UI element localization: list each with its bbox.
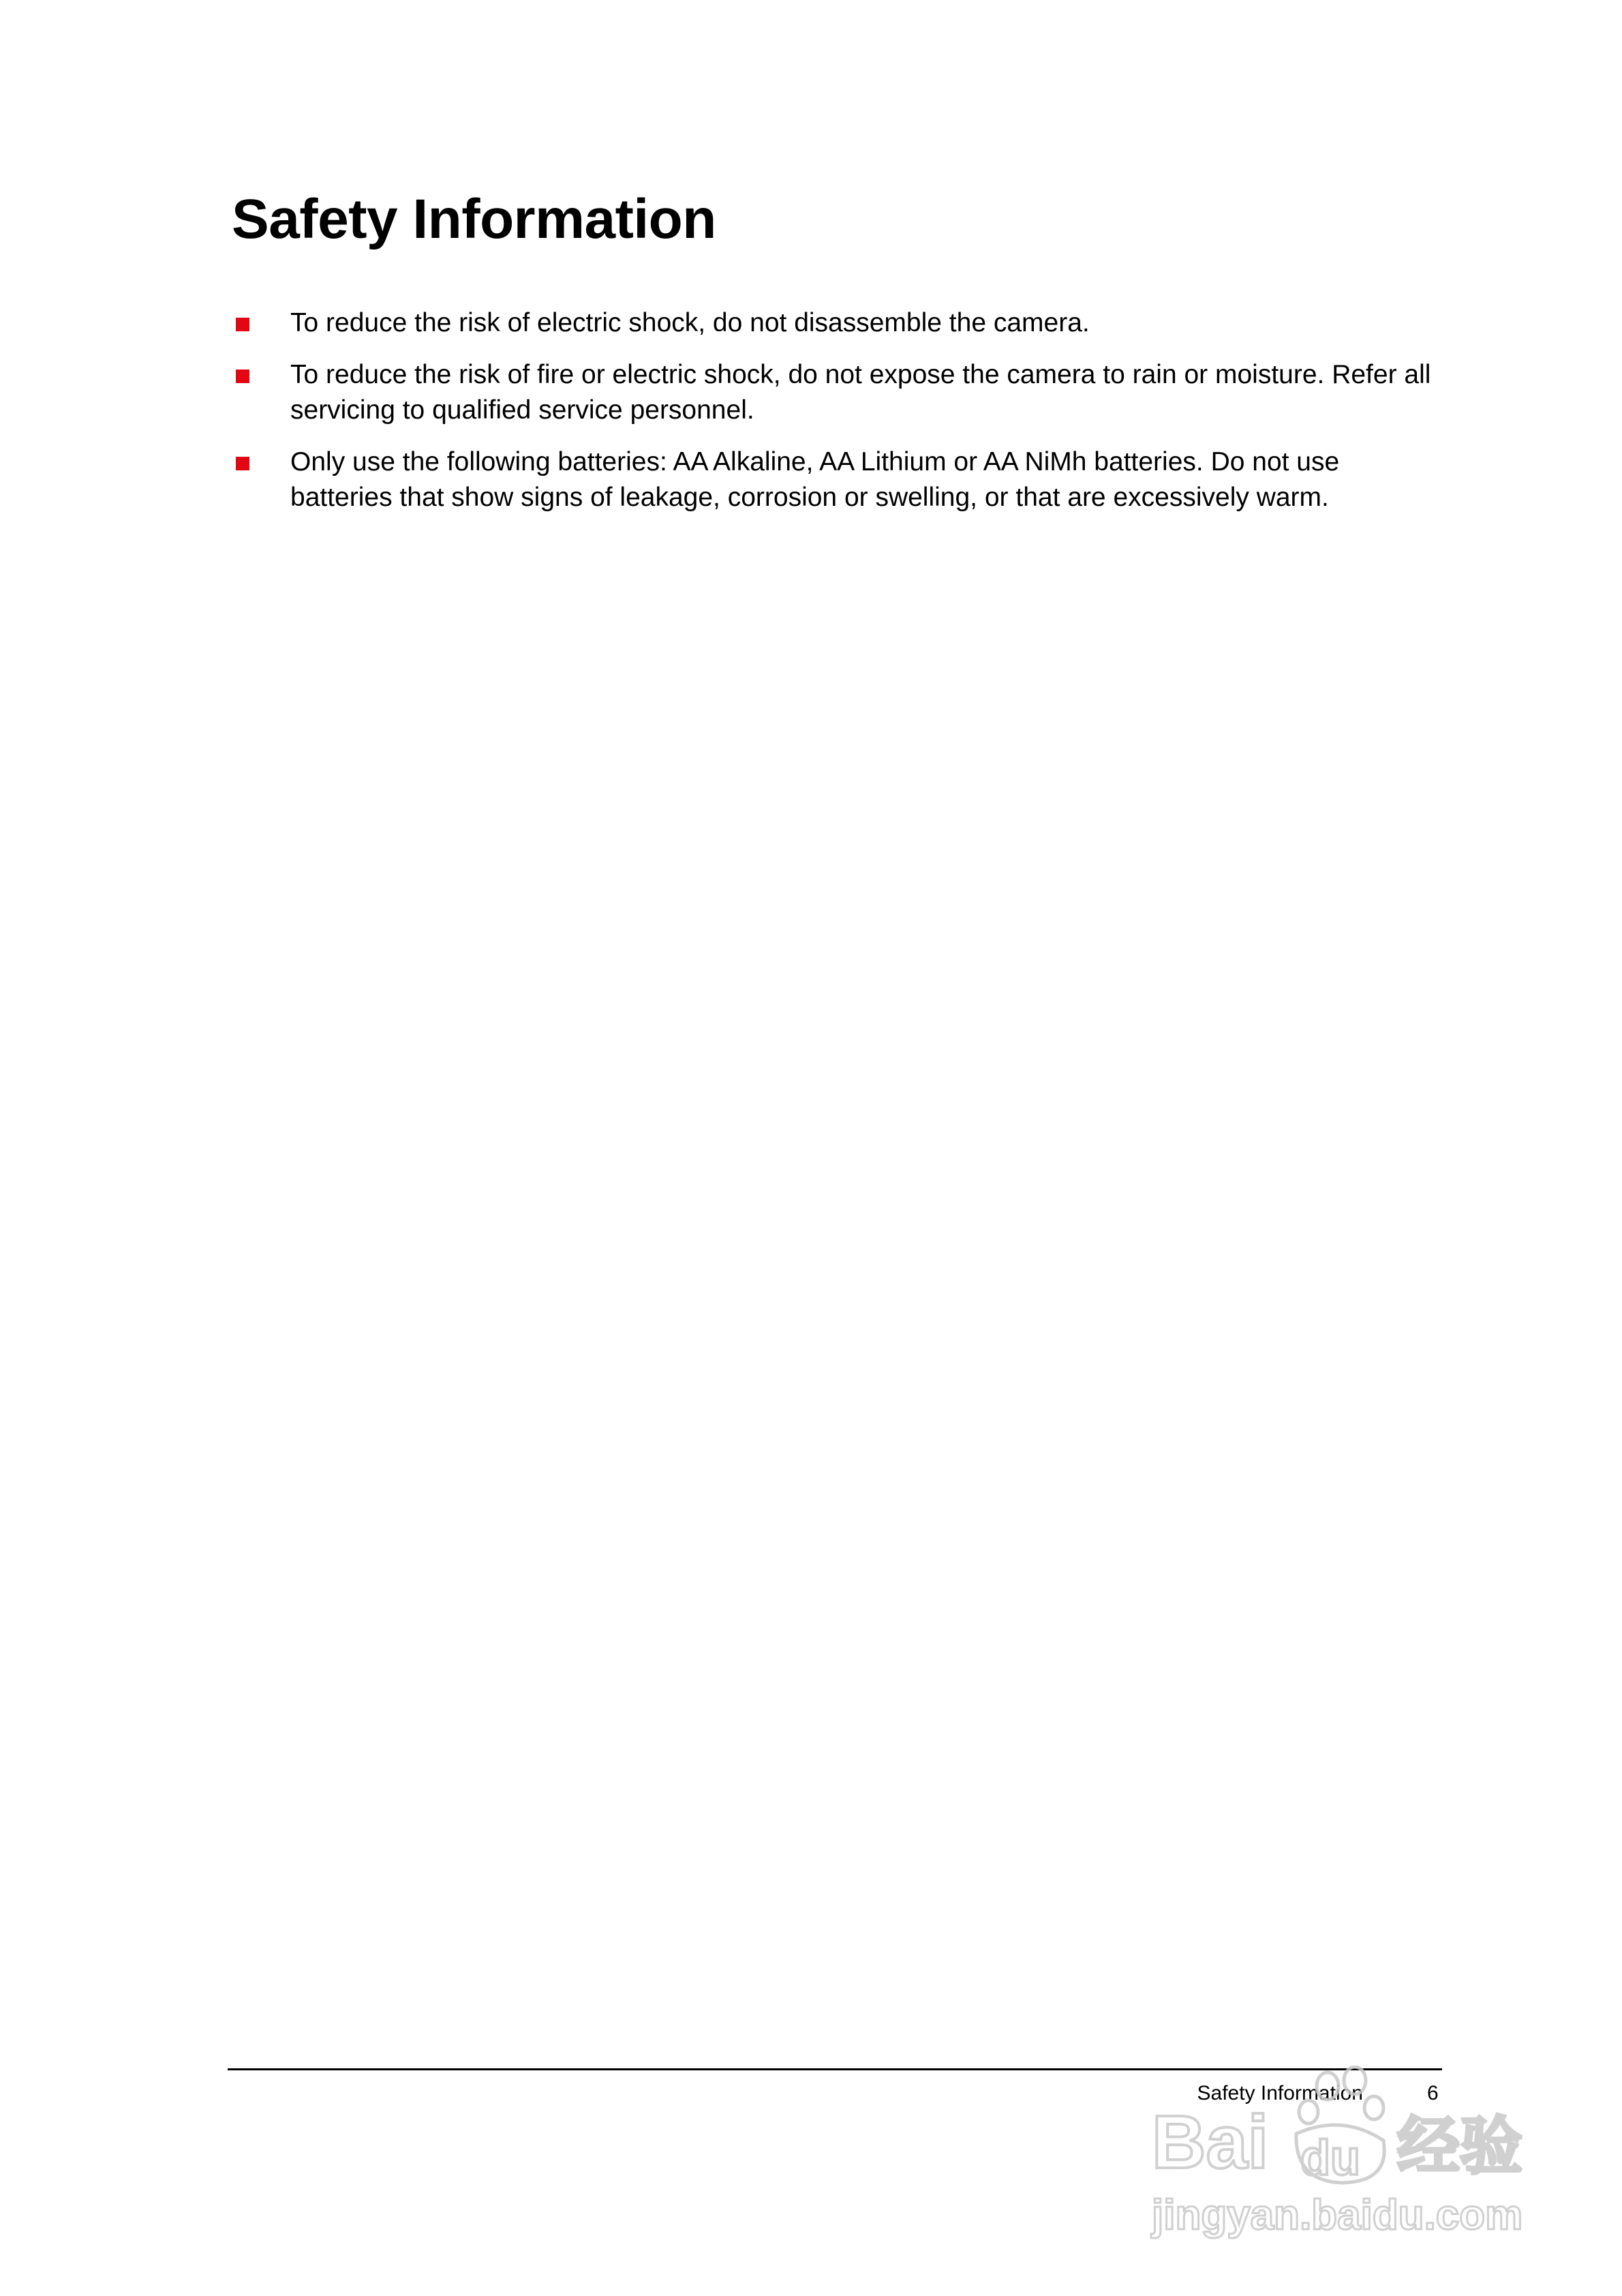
svg-text:jingyan.baidu.com: jingyan.baidu.com (1152, 2192, 1523, 2239)
list-item (232, 357, 1445, 428)
red-square-bullet-icon (236, 318, 249, 331)
footer-section-label: Safety Information (1197, 2082, 1363, 2104)
page-title: Safety Information (232, 188, 716, 250)
list-item (232, 305, 1445, 341)
red-square-bullet-icon (236, 457, 249, 470)
bullet-text: To reduce the risk of fire or electric shock, do not expose the camera to rain or moisture. Refer all servicing to qualified service personnel. (290, 360, 1431, 425)
bullet-text: Only use the following batteries: AA Alkaline, AA Lithium or AA NiMh batteries. Do not use batteries that show signs of leakage, corrosion or swelling, or that are excessively warm. (290, 447, 1340, 512)
bullet-text: To reduce the risk of electric shock, do not disassemble the camera. (290, 308, 1090, 337)
list-item (232, 444, 1445, 515)
footer-page-number: 6 (1427, 2082, 1439, 2104)
baidu-jingyan-watermark-logo (1145, 2066, 1540, 2263)
svg-text:Bai: Bai (1152, 2100, 1269, 2184)
red-square-bullet-icon (236, 369, 249, 383)
svg-text:经验: 经验 (1397, 2110, 1523, 2183)
safety-bullet-list (232, 305, 1445, 532)
svg-text:du: du (1300, 2131, 1360, 2186)
